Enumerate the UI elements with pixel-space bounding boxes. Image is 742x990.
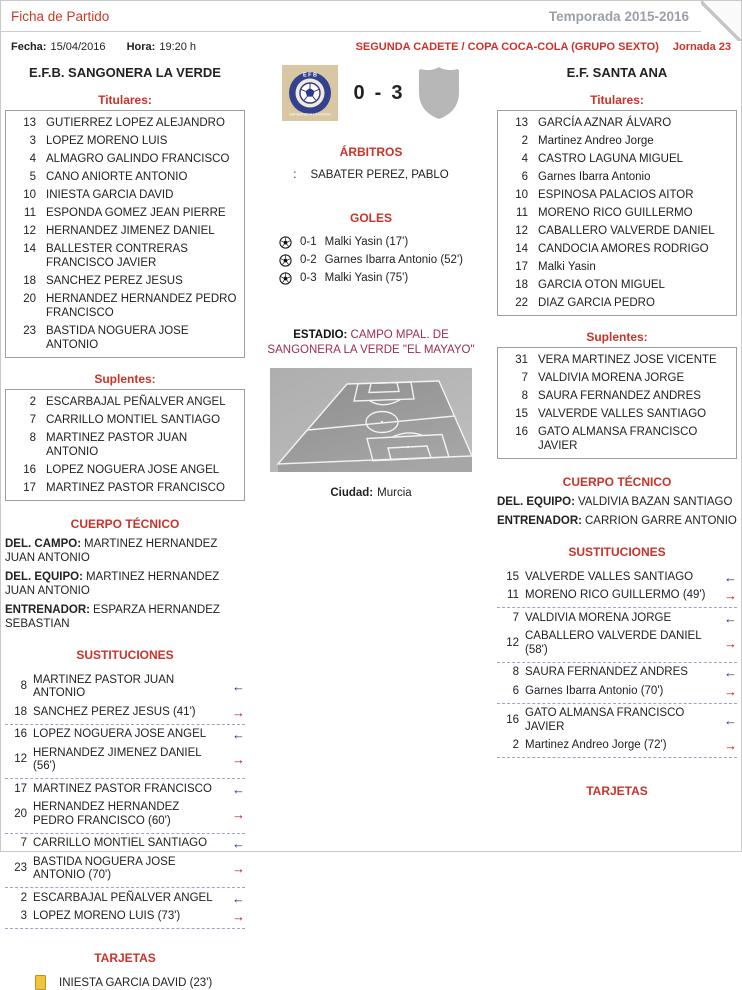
player-name: Martinez Andreo Jorge (538, 135, 654, 147)
yellow-card-icon (35, 975, 46, 990)
player-number: 17 (515, 261, 528, 273)
estadio-name: CAMPO MPAL. DE SANGONERA LA VERDE "EL MAYAYO" (267, 328, 475, 356)
away-tarjetas-title: TARJETAS (586, 784, 648, 798)
player-name: ESCARBAJAL PEÑALVER ANGEL (46, 396, 226, 408)
away-suplentes-title: Suplentes: (586, 330, 648, 344)
player-number: 6 (521, 171, 528, 183)
jornada-label: Jornada 23 (672, 41, 731, 53)
player-number: 7 (521, 372, 528, 384)
svg-text:SANGONERA LA VERDE: SANGONERA LA VERDE (288, 112, 331, 117)
player-number: 2 (20, 891, 27, 904)
goal-scorer: Garnes Ibarra Antonio (52') (324, 254, 463, 266)
player-name: BASTIDA NOGUERA JOSE ANTONIO (46, 325, 189, 351)
home-suplentes-list (5, 389, 245, 501)
estadio-label: ESTADIO: (293, 328, 348, 341)
player-name: HERNANDEZ JIMENEZ DANIEL (46, 225, 215, 237)
player-name: SANCHEZ PEREZ JESUS (41') (33, 705, 196, 718)
player-name: GUTIERREZ LOPEZ ALEJANDRO (46, 117, 225, 129)
home-sustituciones-title: SUSTITUCIONES (76, 648, 174, 662)
ciudad-value: Murcia (377, 486, 412, 499)
player-number: 23 (14, 862, 27, 875)
substitution-out-row (5, 703, 245, 722)
referee-colon: : (293, 169, 297, 181)
substitution-pair (5, 834, 245, 889)
home-cards-list (5, 975, 245, 990)
sub-out-arrow-icon: → (724, 683, 737, 699)
player-name: SAURA FERNANDEZ ANDRES (538, 390, 701, 402)
staff-role-label: DEL. EQUIPO: (497, 496, 575, 508)
player-row (10, 290, 240, 322)
player-name: MORENO RICO GUILLERMO (538, 207, 693, 219)
player-number: 7 (20, 837, 27, 849)
meta-bar (1, 32, 741, 57)
player-name: INIESTA GARCIA DAVID (46, 189, 174, 201)
player-number: 12 (506, 636, 519, 649)
soccer-ball-icon (279, 254, 292, 267)
player-name: VALVERDE VALLES SANTIAGO (525, 570, 694, 583)
player-number: 16 (14, 728, 27, 740)
sub-in-arrow-icon: ← (724, 665, 737, 680)
player-row (10, 186, 240, 204)
player-name: ALMAGRO GALINDO FRANCISCO (46, 153, 230, 165)
home-team-name: E.F.B. SANGONERA LA VERDE (29, 65, 221, 80)
sub-out-arrow-icon: → (232, 806, 245, 822)
substitution-in-row (5, 889, 245, 908)
card-row (35, 975, 245, 990)
soccer-ball-icon (279, 236, 292, 249)
fecha-value: 15/04/2016 (50, 41, 106, 53)
player-row (10, 411, 240, 429)
substitution-out-row (5, 853, 245, 885)
player-name: LOPEZ NOGUERA JOSE ANGEL (33, 728, 207, 740)
player-number: 31 (515, 354, 528, 366)
staff-row (5, 603, 245, 631)
player-name: DIAZ GARCIA PEDRO (538, 297, 655, 309)
player-number: 11 (516, 207, 528, 219)
substitution-out-row (497, 682, 737, 701)
svg-text:E F B: E F B (302, 72, 317, 79)
player-row (502, 423, 732, 455)
player-name: CASTRO LAGUNA MIGUEL (538, 153, 684, 165)
away-score: 3 (391, 81, 403, 104)
player-number: 8 (512, 666, 519, 678)
player-row (502, 258, 732, 276)
substitution-in-row (5, 835, 245, 854)
player-name: CARRILLO MONTIEL SANTIAGO (46, 414, 221, 426)
player-name: CABALLERO VALVERDE DANIEL (58') (525, 630, 702, 656)
player-number: 16 (23, 464, 36, 476)
staff-role-label: ENTRENADOR: (497, 515, 582, 527)
player-number: 3 (29, 135, 36, 147)
substitution-pair (5, 888, 245, 929)
player-row (10, 461, 240, 479)
substitution-in-row (497, 609, 737, 628)
substitution-out-row (497, 587, 737, 606)
goal-score: 0-2 (300, 254, 317, 266)
carded-player-name: INIESTA GARCIA DAVID (23') (59, 976, 213, 989)
goal-score: 0-3 (300, 272, 317, 284)
substitution-pair (497, 608, 737, 663)
goal-scorer: Malki Yasin (17') (324, 236, 409, 248)
player-row (502, 132, 732, 150)
staff-row (5, 537, 245, 565)
player-name: ESPINOSA PALACIOS AITOR (538, 189, 694, 201)
home-tarjetas-title: TARJETAS (94, 951, 156, 965)
arbitros-title: ÁRBITROS (339, 145, 403, 159)
home-team-badge (282, 65, 338, 121)
player-row (10, 114, 240, 132)
player-name: MARTINEZ PASTOR JUAN ANTONIO (46, 432, 188, 458)
home-suplentes-title: Suplentes: (94, 372, 156, 386)
player-row (10, 322, 240, 354)
player-name: SAURA FERNANDEZ ANDRES (525, 666, 688, 678)
player-number: 6 (512, 684, 519, 697)
goles-title: GOLES (349, 211, 392, 225)
player-row (10, 479, 240, 497)
away-titulares-title: Titulares: (590, 93, 644, 107)
substitution-out-row (5, 799, 245, 831)
substitution-pair (497, 663, 737, 704)
sub-in-arrow-icon: ← (232, 727, 245, 742)
player-number: 20 (14, 807, 27, 820)
player-number: 12 (14, 753, 27, 766)
player-number: 7 (29, 414, 36, 426)
staff-name: MARTINEZ HERNANDEZ JUAN ANTONIO (5, 571, 220, 597)
sub-in-arrow-icon: ← (232, 836, 245, 851)
goal-row (279, 251, 463, 269)
player-number: 4 (521, 153, 528, 165)
player-row (10, 240, 240, 272)
player-number: 11 (24, 207, 36, 219)
staff-name: VALDIVIA BAZAN SANTIAGO (577, 496, 733, 508)
season-label: Temporada 2015-2016 (548, 8, 689, 24)
home-cuerpo-tecnico-title: CUERPO TÉCNICO (70, 517, 180, 531)
page-title: Ficha de Partido (11, 8, 110, 24)
goal-score: 0-1 (300, 236, 317, 248)
player-row (10, 393, 240, 411)
player-row (502, 276, 732, 294)
substitution-in-row (497, 664, 737, 683)
substitution-in-row (497, 705, 737, 737)
staff-row (497, 495, 737, 509)
away-substitutions-list (497, 567, 737, 758)
away-suplentes-list (497, 347, 737, 459)
home-staff-list (5, 537, 245, 631)
substitution-out-row (497, 628, 737, 660)
stadium-field-image (245, 368, 497, 477)
player-number: 18 (515, 279, 528, 291)
substitution-in-row (5, 671, 245, 703)
home-titulares-list (5, 110, 245, 358)
player-row (10, 204, 240, 222)
sub-out-arrow-icon: → (724, 588, 737, 603)
player-name: GATO ALMANSA FRANCISCO JAVIER (538, 426, 698, 452)
player-name: HERNANDEZ JIMENEZ DANIEL (56') (33, 746, 202, 772)
hora-label: Hora: (126, 41, 156, 53)
date-time (11, 41, 196, 53)
player-number: 10 (515, 189, 528, 201)
player-name: Garnes Ibarra Antonio (538, 171, 651, 183)
home-team-column (5, 59, 245, 990)
player-row (10, 168, 240, 186)
title-bar (1, 1, 741, 32)
player-number: 12 (515, 225, 528, 237)
substitution-in-row (5, 780, 245, 799)
staff-role-label: DEL. CAMPO: (5, 538, 82, 550)
home-score: 0 (353, 81, 365, 104)
away-cuerpo-tecnico-title: CUERPO TÉCNICO (562, 475, 672, 489)
player-row (502, 369, 732, 387)
player-name: GATO ALMANSA FRANCISCO JAVIER (525, 707, 685, 733)
player-number: 2 (512, 739, 519, 751)
player-name: MARTINEZ PASTOR JUAN ANTONIO (33, 673, 175, 699)
sub-out-arrow-icon: → (232, 704, 245, 720)
player-row (502, 405, 732, 423)
player-number: 16 (515, 426, 528, 438)
sub-in-arrow-icon: ← (724, 712, 737, 728)
player-name: Malki Yasin (538, 261, 596, 273)
player-name: Garnes Ibarra Antonio (70') (525, 684, 664, 697)
player-number: 15 (515, 408, 528, 420)
player-row (502, 294, 732, 312)
final-score (354, 82, 403, 105)
goal-row (279, 269, 463, 287)
player-number: 17 (23, 482, 36, 494)
player-name: MARTINEZ PASTOR FRANCISCO (33, 782, 212, 795)
player-name: VALVERDE VALLES SANTIAGO (538, 408, 707, 420)
player-name: ESPONDA GOMEZ JEAN PIERRE (46, 207, 226, 219)
ciudad-line (245, 487, 497, 499)
player-name: HERNANDEZ HERNANDEZ PEDRO FRANCISCO (60') (33, 801, 180, 827)
player-name: CANDOCIA AMORES RODRIGO (538, 243, 709, 255)
player-number: 14 (515, 243, 528, 255)
player-row (502, 114, 732, 132)
sub-out-arrow-icon: → (724, 635, 737, 651)
player-number: 13 (23, 117, 36, 129)
player-name: VALDIVIA MORENA JORGE (538, 372, 685, 384)
player-number: 18 (14, 705, 27, 718)
player-number: 16 (506, 713, 519, 726)
player-name: GARCIA OTON MIGUEL (538, 279, 665, 291)
player-number: 13 (515, 117, 528, 129)
player-name: LOPEZ NOGUERA JOSE ANGEL (46, 464, 220, 476)
staff-row (497, 514, 737, 528)
player-number: 15 (506, 570, 519, 583)
competition-name: SEGUNDA CADETE / COPA COCA-COLA (GRUPO SEXTO) (355, 41, 659, 53)
player-name: MARTINEZ PASTOR FRANCISCO (46, 482, 225, 494)
home-titulares-title: Titulares: (98, 93, 152, 107)
sub-in-arrow-icon: ← (232, 679, 245, 695)
player-name: CABALLERO VALVERDE DANIEL (538, 225, 715, 237)
player-name: MORENO RICO GUILLERMO (49') (525, 589, 706, 601)
score-row (245, 65, 497, 121)
player-name: CARRILLO MONTIEL SANTIAGO (33, 837, 208, 849)
sub-out-arrow-icon: → (232, 861, 245, 877)
away-titulares-list (497, 110, 737, 316)
substitution-pair (5, 779, 245, 834)
page-corner-fold (701, 1, 741, 41)
sub-out-arrow-icon: → (232, 909, 245, 924)
player-name: CANO ANIORTE ANTONIO (46, 171, 188, 183)
staff-name: MARTINEZ HERNANDEZ JUAN ANTONIO (5, 538, 218, 564)
player-name: LOPEZ MORENO LUIS (73') (33, 910, 181, 922)
player-row (502, 168, 732, 186)
staff-role-label: DEL. EQUIPO: (5, 571, 83, 583)
substitution-pair (497, 567, 737, 608)
goal-row (279, 233, 463, 251)
away-team-name: E.F. SANTA ANA (566, 65, 668, 80)
player-name: LOPEZ MORENO LUIS (46, 135, 168, 147)
player-number: 18 (23, 275, 36, 287)
player-name: GARCÍA AZNAR ÁLVARO (538, 117, 672, 129)
ciudad-label: Ciudad: (330, 486, 374, 499)
player-number: 3 (20, 910, 27, 922)
home-substitutions-list (5, 670, 245, 929)
match-center-column (245, 59, 497, 990)
player-number: 14 (23, 243, 36, 255)
player-name: Martinez Andreo Jorge (72') (525, 739, 667, 751)
player-number: 17 (14, 782, 27, 795)
staff-role-label: ENTRENADOR: (5, 604, 90, 616)
sub-in-arrow-icon: ← (232, 890, 245, 906)
player-row (502, 222, 732, 240)
player-number: 10 (23, 189, 36, 201)
substitution-pair (5, 725, 245, 780)
goals-list (279, 233, 463, 287)
soccer-ball-icon (279, 272, 292, 285)
player-number: 2 (521, 135, 528, 147)
player-row (502, 150, 732, 168)
player-number: 4 (29, 153, 36, 165)
player-number: 2 (29, 396, 36, 408)
estadio-line (245, 328, 497, 358)
away-sustituciones-title: SUSTITUCIONES (568, 545, 666, 559)
sub-in-arrow-icon: ← (724, 569, 737, 585)
player-row (502, 387, 732, 405)
referee-line (245, 169, 497, 181)
substitution-out-row (5, 908, 245, 927)
player-number: 22 (515, 297, 528, 309)
goal-scorer: Malki Yasin (75') (324, 272, 409, 284)
player-number: 11 (507, 589, 519, 601)
player-row (10, 222, 240, 240)
player-row (10, 132, 240, 150)
sub-in-arrow-icon: ← (232, 781, 245, 797)
referee-name: SABATER PEREZ, PABLO (310, 169, 449, 181)
staff-row (5, 570, 245, 598)
substitution-in-row (5, 726, 245, 745)
competition-info (356, 41, 731, 53)
player-row (502, 351, 732, 369)
player-row (10, 272, 240, 290)
substitution-pair (497, 704, 737, 759)
player-name: VALDIVIA MORENA JORGE (525, 611, 672, 624)
player-row (502, 186, 732, 204)
player-name: ESCARBAJAL PEÑALVER ANGEL (33, 891, 213, 904)
player-row (502, 204, 732, 222)
staff-name: CARRION GARRE ANTONIO (584, 515, 737, 527)
away-team-column (497, 59, 737, 990)
staff-name: ESPARZA HERNANDEZ SEBASTIAN (5, 604, 220, 630)
player-name: SANCHEZ PEREZ JESUS (46, 275, 183, 287)
player-name: VERA MARTINEZ JOSE VICENTE (538, 354, 717, 366)
player-number: 8 (29, 432, 36, 444)
substitution-in-row (497, 568, 737, 587)
player-row (10, 150, 240, 168)
away-team-badge (418, 66, 460, 120)
player-number: 8 (20, 680, 27, 693)
player-name: HERNANDEZ HERNANDEZ PEDRO FRANCISCO (46, 293, 237, 319)
player-name: BALLESTER CONTRERAS FRANCISCO JAVIER (46, 243, 188, 269)
away-staff-list (497, 495, 737, 528)
player-name: BASTIDA NOGUERA JOSE ANTONIO (70') (33, 855, 176, 881)
sub-in-arrow-icon: ← (724, 610, 737, 626)
fecha-label: Fecha: (11, 41, 47, 53)
player-number: 12 (23, 225, 36, 237)
substitution-out-row (497, 737, 737, 756)
player-number: 23 (23, 325, 36, 337)
player-number: 7 (512, 611, 519, 624)
player-number: 20 (23, 293, 36, 305)
hora-value: 19:20 h (159, 41, 197, 53)
substitution-out-row (5, 744, 245, 776)
player-number: 5 (29, 171, 36, 183)
score-separator: - (374, 81, 382, 104)
player-number: 8 (521, 390, 528, 402)
sub-out-arrow-icon: → (724, 738, 737, 753)
player-row (502, 240, 732, 258)
player-row (10, 429, 240, 461)
sub-out-arrow-icon: → (232, 752, 245, 768)
substitution-pair (5, 670, 245, 725)
